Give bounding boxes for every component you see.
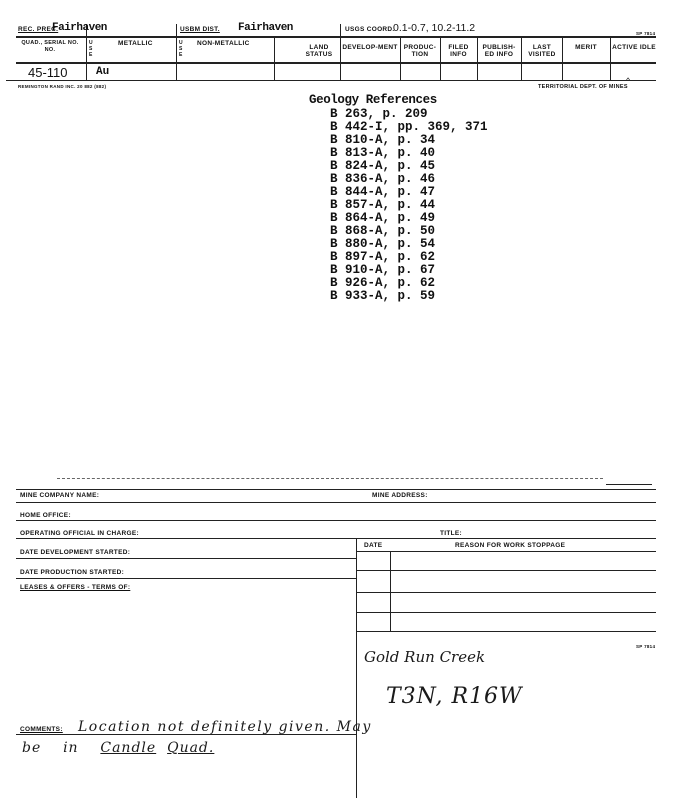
form-rule — [356, 551, 656, 552]
reference-item: B 897-A, p. 62 — [330, 250, 436, 264]
references-title: Geology References — [309, 93, 437, 107]
date-col-label: DATE — [364, 542, 383, 549]
reference-item: B 824-A, p. 45 — [330, 159, 436, 173]
township-note: T3N, R16W — [386, 684, 523, 709]
dev-started-label: DATE DEVELOPMENT STARTED: — [20, 549, 131, 556]
production-label: PRODUC-TION — [403, 44, 437, 58]
table-rule — [356, 570, 656, 571]
comments-label: COMMENTS: — [20, 726, 63, 733]
reference-item: B 857-A, p. 44 — [330, 198, 436, 212]
usbm-dist-value: Fairhaven — [238, 22, 293, 34]
printer-note: REMINGTON RAND INC. 20 882 (882) — [18, 84, 107, 89]
rec-prec-label: REC. PREC. — [18, 26, 59, 33]
metallic-value: Au — [96, 66, 110, 78]
reference-item: B 933-A, p. 59 — [330, 289, 436, 303]
header-top-rule — [16, 36, 656, 38]
header-divider — [610, 37, 611, 80]
reference-item: B 836-A, p. 46 — [330, 172, 436, 186]
reference-item: B 813-A, p. 40 — [330, 146, 436, 160]
reference-item: B 868-A, p. 50 — [330, 224, 436, 238]
prod-started-label: DATE PRODUCTION STARTED: — [20, 569, 125, 576]
last-visited-label: LAST VISITED — [528, 44, 556, 58]
comments-line-2 — [22, 740, 214, 756]
form-rule — [16, 520, 656, 521]
non-metallic-label: NON-METALLIC — [197, 40, 250, 47]
reference-item: B 442-I, pp. 369, 371 — [330, 120, 488, 134]
header-divider — [176, 24, 177, 80]
table-rule — [356, 592, 656, 593]
active-idle-label: ACTIVE IDLE — [612, 44, 656, 51]
table-rule — [356, 612, 656, 613]
metallic-label: METALLIC — [118, 40, 153, 47]
dept-label: TERRITORIAL DEPT. OF MINES — [538, 84, 628, 90]
form-rule — [16, 734, 356, 735]
filed-info-label: FILED INFO — [448, 44, 469, 58]
mine-address-label: MINE ADDRESS: — [372, 492, 428, 499]
rec-prec-value: Fairhaven — [52, 22, 107, 34]
comments-word: in — [63, 740, 79, 756]
operating-official-label: OPERATING OFFICIAL IN CHARGE: — [20, 530, 139, 537]
title-label: TITLE: — [440, 530, 463, 537]
quad-serial-label: QUAD., SERIAL NO. NO. — [21, 40, 79, 53]
published-info-label: PUBLISH-ED INFO — [482, 44, 516, 58]
form-rule — [16, 558, 356, 559]
fold-line — [57, 478, 603, 479]
form-rule — [16, 578, 356, 579]
serial-value: 45-110 — [28, 65, 68, 80]
form-rule — [16, 489, 656, 490]
usgs-coord-value: 0.1-0.7, 10.2-11.2 — [393, 22, 476, 34]
form-rule — [16, 502, 656, 503]
fold-line — [606, 484, 652, 485]
header-divider — [340, 24, 341, 80]
use-letters: U S E — [89, 40, 93, 58]
development-label: DEVELOP-MENT — [342, 44, 398, 51]
form-code: SP 7814 — [636, 31, 656, 36]
reference-item: B 263, p. 209 — [330, 107, 428, 121]
form-rule — [16, 538, 656, 539]
header-divider — [521, 37, 522, 80]
header-divider — [274, 37, 275, 80]
active-idle-mark: ‸ — [626, 66, 631, 80]
comments-word: Quad. — [167, 740, 215, 756]
location-note: Gold Run Creek — [364, 648, 486, 666]
comments-line-1: Location not definitely given. May — [78, 719, 372, 735]
usgs-coord-label: USGS COORD. — [345, 26, 395, 33]
table-rule — [356, 631, 656, 632]
usbm-dist-label: USBM DIST. — [180, 26, 220, 33]
use-letters: U S E — [179, 40, 183, 58]
references-list — [330, 108, 488, 303]
comments-word: be — [22, 740, 42, 756]
merit-label: MERIT — [575, 44, 597, 51]
comments-word: Candle — [100, 740, 157, 756]
table-divider — [390, 551, 391, 631]
reference-item: B 880-A, p. 54 — [330, 237, 436, 251]
home-office-label: HOME OFFICE: — [20, 512, 71, 519]
header-bottom-rule — [6, 80, 656, 81]
table-divider — [356, 538, 357, 798]
reference-item: B 810-A, p. 34 — [330, 133, 436, 147]
leases-label: LEASES & OFFERS - TERMS OF: — [20, 584, 131, 591]
reference-item: B 910-A, p. 67 — [330, 263, 436, 277]
form-code-2: SP 7814 — [636, 644, 656, 649]
header-mid-rule — [16, 62, 656, 64]
reference-item: B 926-A, p. 62 — [330, 276, 436, 290]
reason-col-label: REASON FOR WORK STOPPAGE — [455, 542, 566, 549]
reference-item: B 864-A, p. 49 — [330, 211, 436, 225]
reference-item: B 844-A, p. 47 — [330, 185, 436, 199]
land-status-label: LAND STATUS — [305, 44, 333, 58]
mine-company-label: MINE COMPANY NAME: — [20, 492, 100, 499]
